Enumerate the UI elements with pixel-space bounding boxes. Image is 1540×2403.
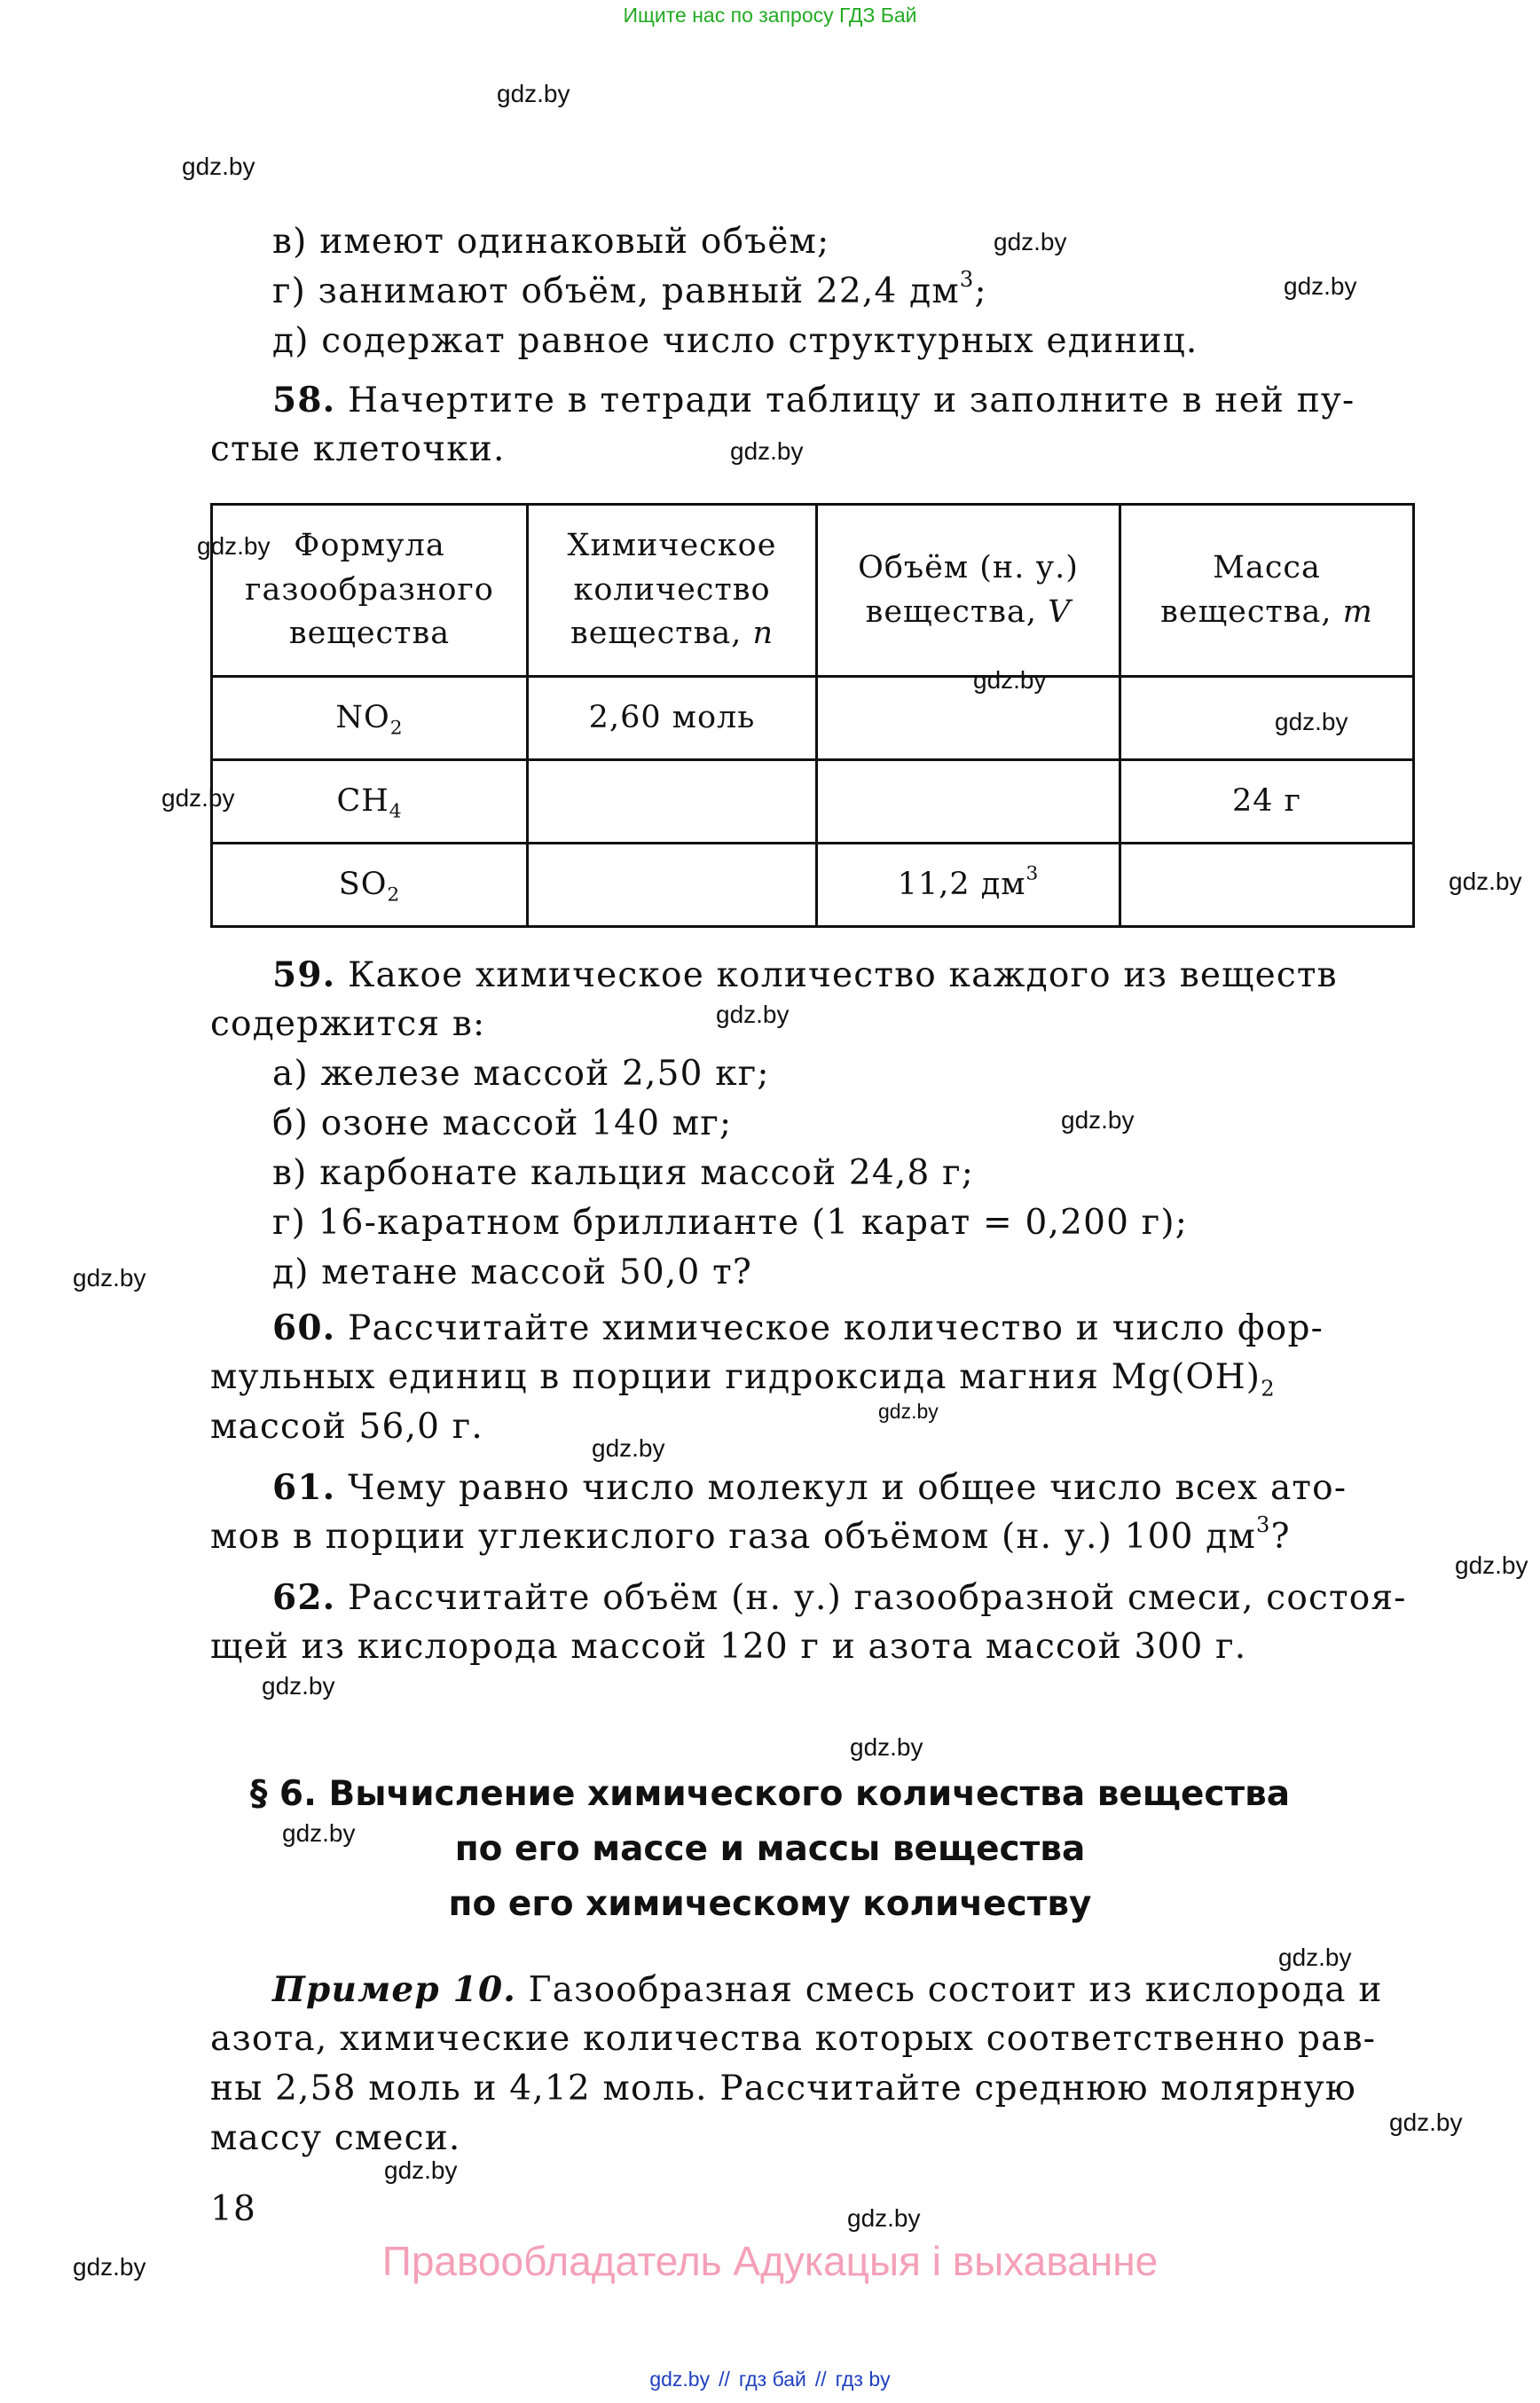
cell-formula: $CH_4$ [212,760,528,844]
watermark: gdz.by [161,784,235,812]
cell-amount [528,760,817,844]
task-59-item: б) озоне массой 140 мг; [272,1103,733,1143]
substances-table [210,503,1415,928]
watermark: gdz.by [994,228,1067,255]
watermark: gdz.by [1278,1944,1352,1971]
watermark: gdz.by [878,1400,939,1423]
task-59-item: в) карбонате кальция массой 24,8 г; [272,1153,975,1193]
cell-mass [1120,677,1414,760]
header-mass: Масса вещества, m [1120,505,1414,677]
example-10-line2: азота, химические количества которых соответственно рав- [210,2019,1377,2059]
task-58-line2: стые клеточки. [210,429,506,469]
task-60-line2: мульных единиц в порции гидроксида магния $Mg(OH)_2$ [210,1357,1276,1402]
watermark: gdz.by [592,1434,665,1462]
example-10-line4: массу смеси. [210,2118,461,2158]
top-banner: Ищите нас по запросу ГДЗ Бай [623,4,917,27]
cell-formula: $SO_2$ [212,844,528,927]
watermark: gdz.by [282,1819,356,1847]
answer-item-g: г) занимают объём, равный 22,4 $дм^3$; [272,266,987,311]
cell-volume: 11,2 $дм^3$ [817,844,1120,927]
watermark: gdz.by [197,532,271,560]
task-61-line1: 61. Чему равно число молекул и общее число всех ато- [272,1467,1348,1508]
task-58-line1: 58. Начертите в тетради таблицу и заполните в ней пу- [272,380,1355,420]
header-amount: Химическое количество вещества, n [528,505,817,677]
task-60-line1: 60. Рассчитайте химическое количество и число фор- [272,1308,1324,1348]
footer-link[interactable]: гдз by [835,2368,891,2391]
cell-mass [1120,844,1414,927]
watermark: gdz.by [1449,868,1522,895]
watermark: gdz.by [847,2204,921,2232]
task-61-line2: мов в порции углекислого газа объёмом (н. у.) 100 $дм^3$? [210,1512,1291,1557]
cell-amount: 2,60 моль [528,677,817,760]
footer-link[interactable]: гдз бай [738,2368,806,2391]
watermark: gdz.by [973,666,1047,694]
watermark: gdz.by [262,1672,335,1700]
table-row [212,844,1414,927]
footer-separator: // [719,2368,730,2391]
task-number: 60. [272,1308,336,1348]
task-number: 59. [272,954,336,995]
footer-link[interactable]: gdz.by [649,2368,711,2391]
task-59-line1: 59. Какое химическое количество каждого из веществ [272,954,1338,995]
watermark: gdz.by [384,2156,458,2184]
header-volume: Объём (н. у.) вещества, V [817,505,1120,677]
watermark: gdz.by [73,2253,146,2281]
cell-volume [817,677,1120,760]
footer-links [0,2368,1540,2391]
watermark: gdz.by [716,1001,790,1028]
section-heading-line3: по его химическому количеству [448,1884,1092,1924]
watermark: gdz.by [1275,708,1348,735]
section-heading-line1: § 6. Вычисление химического количества вещества [249,1774,1291,1814]
task-number: 61. [272,1467,336,1508]
task-59-item: д) метане массой 50,0 т? [272,1253,753,1292]
cell-formula: $NO_2$ [212,677,528,760]
example-10-line3: ны 2,58 моль и 4,12 моль. Рассчитайте среднюю молярную [210,2069,1357,2109]
cell-mass: 24 г [1120,760,1414,844]
task-59-item: г) 16-каратном бриллианте (1 карат = 0,200 г); [272,1203,1189,1243]
table-header-row [212,505,1414,677]
watermark: gdz.by [1455,1551,1528,1579]
task-59-line2: содержится в: [210,1004,486,1044]
section-heading-line2: по его массе и массы вещества [454,1829,1086,1869]
page-number: 18 [210,2189,257,2229]
watermark: gdz.by [730,437,804,465]
task-number: 58. [272,380,336,420]
cell-amount [528,844,817,927]
header-formula: Формула газообразного вещества [212,505,528,677]
task-62-line1: 62. Рассчитайте объём (н. у.) газообразной смеси, состоя- [272,1577,1407,1618]
copyright-notice: Правообладатель Адукацыя і выхаванне [381,2238,1159,2284]
example-label: Пример 10. [272,1969,517,2010]
watermark: gdz.by [1284,272,1357,300]
task-60-line3: массой 56,0 г. [210,1407,484,1447]
table-row [212,760,1414,844]
task-62-line2: щей из кислорода массой 120 г и азота массой 300 г. [210,1627,1247,1667]
answer-item-v: в) имеют одинаковый объём; [272,222,830,262]
task-number: 62. [272,1577,336,1618]
footer-separator: // [814,2368,827,2391]
watermark: gdz.by [497,80,570,107]
cell-volume [817,760,1120,844]
watermark: gdz.by [850,1733,923,1761]
example-10-line1: Пример 10. Газообразная смесь состоит из кислорода и [272,1969,1383,2010]
table-row [212,677,1414,760]
watermark: gdz.by [1061,1106,1135,1134]
answer-item-d: д) содержат равное число структурных единиц. [272,321,1198,361]
watermark: gdz.by [73,1264,146,1292]
watermark: gdz.by [1389,2109,1463,2136]
watermark: gdz.by [182,153,255,180]
task-59-item: а) железе массой 2,50 кг; [272,1054,770,1094]
